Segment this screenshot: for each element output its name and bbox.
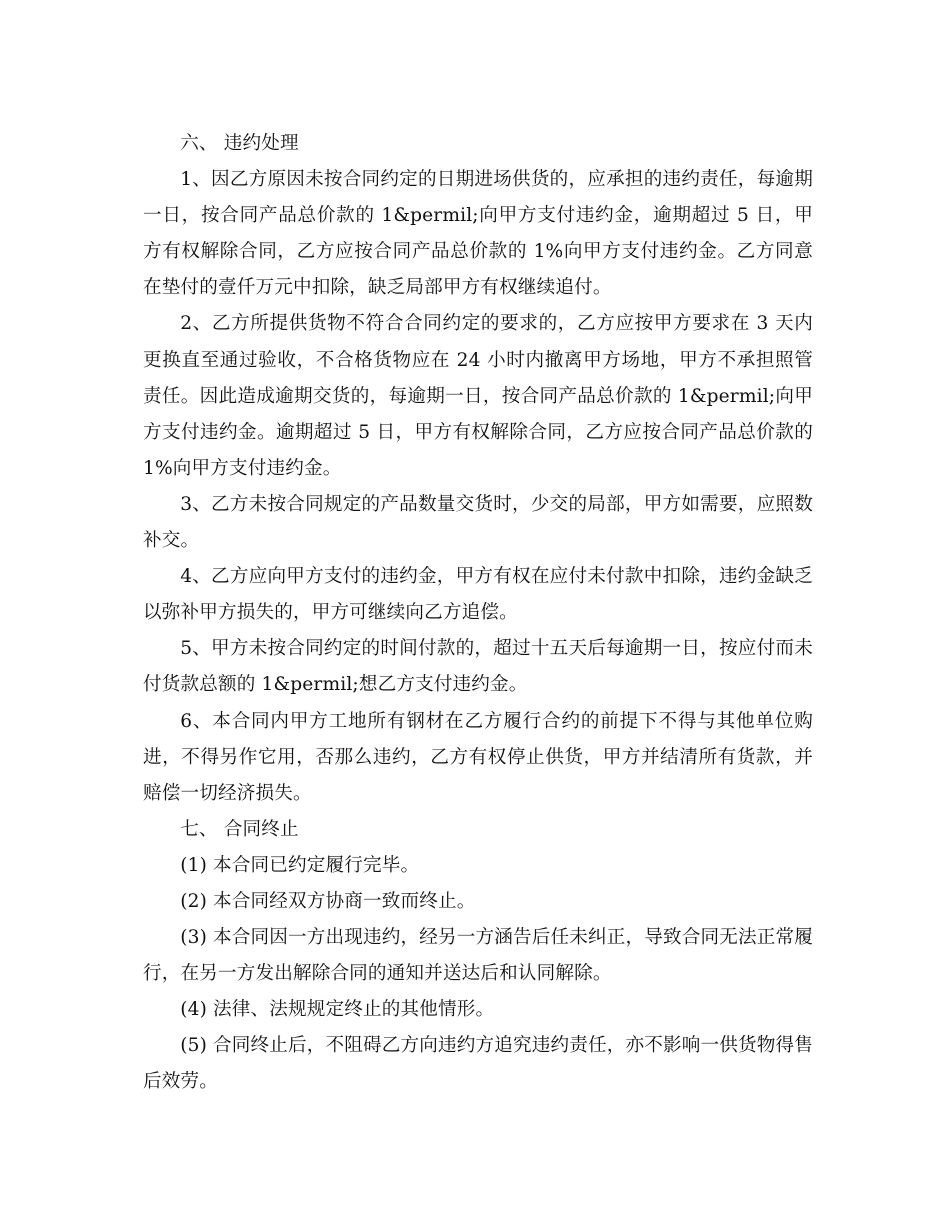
termination-item: (3) 本合同因一方出现违约，经另一方涵告后任未纠正，导致合同无法正常履行，在另一方发出解除合同的通知并送达后和认同解除。 [143, 927, 813, 985]
clause-paragraph: 4、乙方应向甲方支付的违约金，甲方有权在应付未付款中扣除，违约金缺乏以弥补甲方损失的，甲方可继续向乙方追偿。 [143, 566, 813, 624]
termination-item: (5) 合同终止后，不阻碍乙方向违约方追究违约责任，亦不影响一供货物得售后效劳。 [143, 1035, 813, 1093]
section-heading-breach: 六、 违约处理 [180, 133, 299, 154]
document-body [143, 126, 813, 1101]
clause-paragraph: 5、甲方未按合同约定的时间付款的，超过十五天后每逾期一日，按应付而未付货款总额的 1&permil;想乙方支付违约金。 [143, 638, 813, 696]
clause-paragraph: 6、本合同内甲方工地所有钢材在乙方履行合约的前提下不得与其他单位购进，不得另作它用，否那么违约，乙方有权停止供货，甲方并结清所有货款，并赔偿一切经济损失。 [143, 710, 813, 804]
termination-item: (4) 法律、法规规定终止的其他情形。 [180, 999, 495, 1021]
termination-item: (1) 本合同已约定履行完毕。 [180, 854, 420, 876]
clause-paragraph: 3、乙方未按合同规定的产品数量交货时，少交的局部，甲方如需要，应照数补交。 [143, 493, 813, 552]
clause-paragraph: 2、乙方所提供货物不符合合同约定的要求的，乙方应按甲方要求在 3 天内更换直至通过验收，不合格货物应在 24 小时内撤离甲方场地，甲方不承担照管责任。因此造成逾期交货的，每逾期一日，按合同产品总价款的 1&permil;向甲方支付违约金。逾期超过 5 日，甲方有权解除合同，乙方应按合同产品总价款的 1%向甲方支付违约金。 [143, 313, 813, 479]
termination-item: (2) 本合同经双方协商一致而终止。 [180, 890, 476, 912]
section-heading-termination: 七、 合同终止 [180, 818, 299, 840]
clause-paragraph: 1、因乙方原因未按合同约定的日期进场供货的，应承担的违约责任，每逾期一日，按合同产品总价款的 1&permil;向甲方支付违约金，逾期超过 5 日，甲方有权解除合同，乙方应按合同产品总价款的 1%向甲方支付违约金。乙方同意在垫付的壹仟万元中扣除，缺乏局部甲方有权继续追付。 [143, 169, 813, 299]
